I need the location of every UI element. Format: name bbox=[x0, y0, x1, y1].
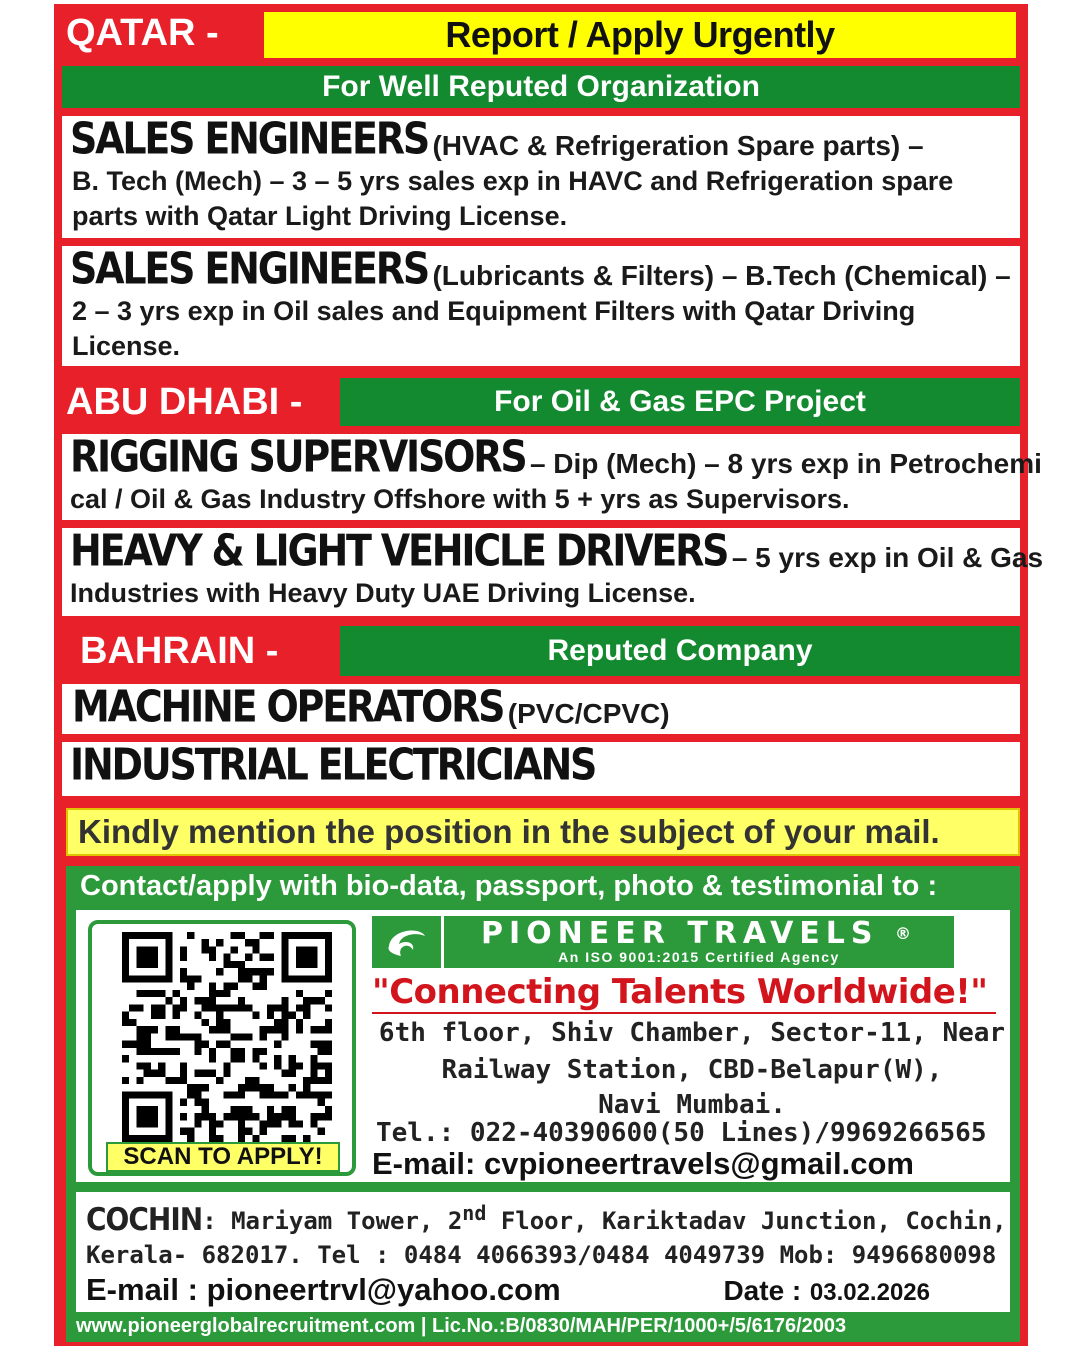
scan-to-apply-label: SCAN TO APPLY! bbox=[106, 1142, 340, 1172]
telephone: Tel.: 022-40390600(50 Lines)/9969266565 bbox=[376, 1118, 987, 1148]
qr-code[interactable] bbox=[122, 932, 332, 1142]
qatar-label: QATAR - bbox=[66, 11, 219, 54]
bahrain-label: BAHRAIN - bbox=[80, 629, 279, 672]
job-title: SALES ENGINEERS bbox=[70, 243, 428, 294]
bahrain-banner: Reputed Company bbox=[340, 626, 1020, 676]
job-title: INDUSTRIAL ELECTRICIANS bbox=[70, 739, 596, 790]
job-spec: (HVAC & Refrigeration Spare parts) – bbox=[432, 130, 924, 161]
address-line-1: 6th floor, Shiv Chamber, Sector-11, Near bbox=[378, 1018, 1006, 1048]
date-label: Date : bbox=[723, 1275, 802, 1306]
mail-subject-notice: Kindly mention the position in the subject of your mail. bbox=[66, 808, 1020, 856]
mumbai-email[interactable] bbox=[372, 1146, 914, 1182]
contact-panel bbox=[76, 910, 1010, 1182]
abu-dhabi-label: ABU DHABI - bbox=[66, 380, 303, 423]
job-card-abu-dhabi-1 bbox=[62, 431, 1042, 520]
job-spec: (Lubricants & Filters) – B.Tech (Chemical) – bbox=[432, 260, 1011, 291]
contact-section bbox=[66, 866, 1020, 1342]
cochin-email-address[interactable]: pioneertrvl@yahoo.com bbox=[206, 1272, 561, 1307]
cochin-label: COCHIN bbox=[86, 1201, 203, 1238]
job-card-qatar-1 bbox=[62, 113, 1020, 238]
company-logo bbox=[372, 916, 954, 968]
job-title: MACHINE OPERATORS bbox=[72, 681, 504, 732]
address-line-2: Railway Station, CBD-Belapur(W), bbox=[441, 1055, 943, 1085]
company-name: PIONEER TRAVELS bbox=[481, 916, 879, 951]
email-address[interactable]: cvpioneertravels@gmail.com bbox=[483, 1146, 914, 1181]
qatar-subbanner: For Well Reputed Organization bbox=[62, 66, 1020, 108]
job-spec: – 5 yrs exp in Oil & Gas bbox=[731, 542, 1044, 573]
date-value: 03.02.2026 bbox=[809, 1279, 930, 1306]
email-label: E-mail: bbox=[372, 1146, 476, 1181]
job-spec: – Dip (Mech) – 8 yrs exp in Petrochemi bbox=[529, 448, 1042, 479]
qatar-urgent-banner: Report / Apply Urgently bbox=[264, 12, 1016, 58]
job-title: SALES ENGINEERS bbox=[70, 113, 428, 164]
job-card-bahrain-1 bbox=[62, 681, 1020, 734]
job-details: cal / Oil & Gas Industry Offshore with 5 + yrs as Supervisors. bbox=[70, 484, 850, 514]
cochin-address-sup: nd bbox=[462, 1201, 487, 1225]
cochin-email[interactable] bbox=[86, 1272, 561, 1308]
job-card-bahrain-2 bbox=[62, 739, 1020, 796]
job-title: RIGGING SUPERVISORS bbox=[70, 431, 526, 482]
iso-certification: An ISO 9001:2015 Certified Agency bbox=[558, 949, 840, 965]
address-line-3: Navi Mumbai. bbox=[598, 1090, 786, 1120]
job-details: Industries with Heavy Duty UAE Driving License. bbox=[70, 578, 696, 608]
registered-mark: ® bbox=[894, 924, 917, 943]
abu-dhabi-banner: For Oil & Gas EPC Project bbox=[340, 378, 1020, 426]
job-card-abu-dhabi-2 bbox=[62, 525, 1044, 616]
job-card-qatar-2 bbox=[62, 243, 1020, 366]
logo-swirl-icon bbox=[372, 916, 444, 968]
company-tagline: "Connecting Talents Worldwide!" bbox=[372, 972, 996, 1014]
qr-code-box[interactable] bbox=[88, 920, 356, 1176]
job-details: B. Tech (Mech) – 3 – 5 yrs sales exp in HAVC and Refrigeration spare parts with Qatar Light Driving License. bbox=[72, 166, 954, 231]
cochin-contact-line: Kerala- 682017. Tel : 0484 4066393/0484 4049739 Mob: 9496680098 bbox=[86, 1241, 997, 1269]
ad-date bbox=[723, 1272, 930, 1308]
contact-heading: Contact/apply with bio-data, passport, photo & testimonial to : bbox=[80, 870, 938, 902]
job-title: HEAVY & LIGHT VEHICLE DRIVERS bbox=[70, 525, 728, 576]
cochin-address: : Mariyam Tower, 2 bbox=[202, 1207, 463, 1235]
job-spec: (PVC/CPVC) bbox=[507, 698, 670, 729]
footer-website-license[interactable]: www.pioneerglobalrecruitment.com | Lic.No.:B/0830/MAH/PER/1000+/5/6176/2003 bbox=[76, 1314, 847, 1337]
cochin-address-rest: Floor, Kariktadav Junction, Cochin, bbox=[486, 1207, 1007, 1235]
cochin-office bbox=[76, 1192, 1010, 1312]
cochin-email-label: E-mail : bbox=[86, 1272, 198, 1307]
job-details: 2 – 3 yrs exp in Oil sales and Equipment Filters with Qatar Driving License. bbox=[72, 296, 916, 361]
